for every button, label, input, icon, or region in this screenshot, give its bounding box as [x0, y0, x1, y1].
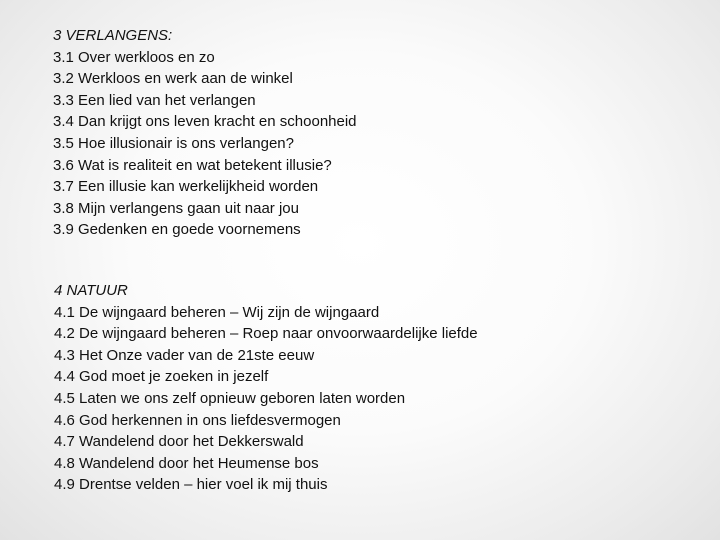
list-item: 4.5 Laten we ons zelf opnieuw geboren laten worden	[54, 389, 406, 407]
list-item: 4.6 God herkennen in ons liefdesvermogen	[54, 411, 341, 429]
list-item: 4.1 De wijngaard beheren – Wij zijn de wijngaard	[54, 303, 380, 321]
list-item: 3.1 Over werkloos en zo	[53, 48, 215, 66]
list-item: 3.2 Werkloos en werk aan de winkel	[53, 70, 293, 88]
section-natuur	[54, 280, 478, 496]
list-item: 3.3 Een lied van het verlangen	[53, 91, 256, 109]
chapter-list	[54, 302, 478, 496]
list-item: 4.4 God moet je zoeken in jezelf	[54, 368, 269, 386]
list-item: 4.9 Drentse velden – hier voel ik mij thuis	[54, 476, 328, 494]
list-item: 3.6 Wat is realiteit en wat betekent illusie?	[53, 156, 332, 174]
list-item: 3.9 Gedenken en goede voornemens	[53, 221, 301, 239]
chapter-list	[53, 47, 357, 241]
list-item: 4.2 De wijngaard beheren – Roep naar onvoorwaardelijke liefde	[54, 325, 478, 343]
list-item: 4.8 Wandelend door het Heumense bos	[54, 454, 319, 472]
list-item: 3.5 Hoe illusionair is ons verlangen?	[53, 134, 294, 152]
section-heading: 4 NATUUR	[54, 282, 128, 299]
list-item: 4.7 Wandelend door het Dekkerswald	[54, 433, 304, 451]
section-heading: 3 VERLANGENS:	[53, 27, 173, 44]
section-verlangens	[53, 25, 357, 241]
list-item: 3.4 Dan krijgt ons leven kracht en schoonheid	[53, 113, 357, 131]
list-item: 3.7 Een illusie kan werkelijkheid worden	[53, 178, 319, 196]
list-item: 4.3 Het Onze vader van de 21ste eeuw	[54, 346, 315, 364]
list-item: 3.8 Mijn verlangens gaan uit naar jou	[53, 199, 299, 217]
